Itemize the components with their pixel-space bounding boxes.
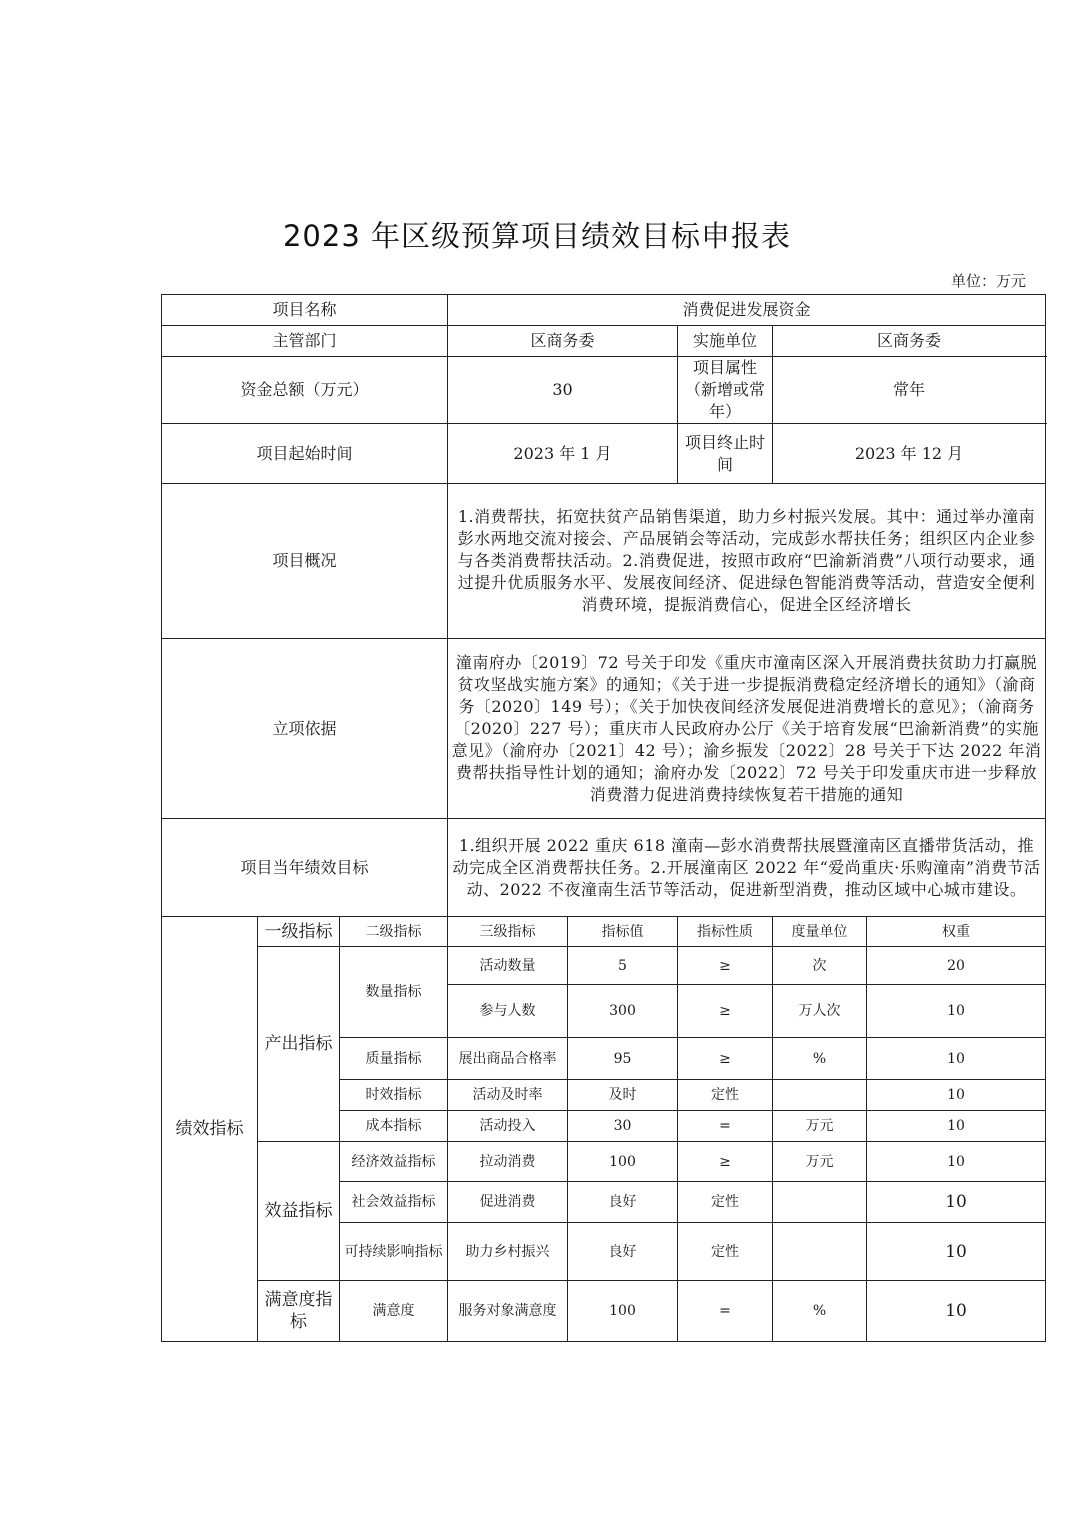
row-basis <box>162 639 1046 819</box>
nature-cell: 定性 <box>678 1223 773 1281</box>
nature-cell: = <box>678 1281 773 1342</box>
level3-cell: 活动数量 <box>448 947 568 985</box>
weight-cell: 10 <box>867 1142 1046 1182</box>
overview-text: 1.消费帮扶，拓宽扶贫产品销售渠道，助力乡村振兴发展。其中：通过举办潼南彭水两地交流对接会、产品展销会等活动，完成彭水帮扶任务；组织区内企业参与各类消费帮扶活动。2.消费促进，按照市政府“巴渝新消费”八项行动要求，通过提升优质服务水平、发展夜间经济、促进绿色智能消费等活动，营造安全便利消费环境，提振消费信心，促进全区经济增长 <box>448 484 1046 639</box>
unit-cell: 次 <box>773 947 867 985</box>
row-department <box>162 326 1046 357</box>
unit-label: 单位：万元 <box>950 272 1026 290</box>
weight-cell: 10 <box>867 1038 1046 1080</box>
project-name-value: 消费促进发展资金 <box>448 295 1046 326</box>
level3-cell: 助力乡村振兴 <box>448 1223 568 1281</box>
unit-cell: 万人次 <box>773 985 867 1038</box>
level2-quality: 质量指标 <box>340 1038 448 1080</box>
row-overview <box>162 484 1046 639</box>
row-project-name <box>162 295 1046 326</box>
value-cell: 95 <box>568 1038 678 1080</box>
value-cell: 100 <box>568 1142 678 1182</box>
table-row <box>162 947 1046 985</box>
project-name-label: 项目名称 <box>162 295 448 326</box>
impl-value: 区商务委 <box>773 326 1046 357</box>
header-value: 指标值 <box>568 917 678 947</box>
end-time-value: 2023 年 12 月 <box>773 424 1046 484</box>
value-cell: 5 <box>568 947 678 985</box>
nature-cell: ≥ <box>678 985 773 1038</box>
level3-cell: 活动投入 <box>448 1111 568 1142</box>
goal-text: 1.组织开展 2022 重庆 618 潼南—彭水消费帮扶展暨潼南区直播带货活动，推动完成全区消费帮扶任务。2.开展潼南区 2022 年“爱尚重庆·乐购潼南”消费节活动、2022 不夜潼南生活节等活动，促进新型消费，推动区域中心城市建设。 <box>448 819 1046 917</box>
header-level3: 三级指标 <box>448 917 568 947</box>
unit-cell <box>773 1080 867 1111</box>
level2-cost: 成本指标 <box>340 1111 448 1142</box>
header-unit: 度量单位 <box>773 917 867 947</box>
level2-quantity: 数量指标 <box>340 947 448 1038</box>
value-cell: 良好 <box>568 1223 678 1281</box>
nature-cell: ≥ <box>678 1142 773 1182</box>
start-time-value: 2023 年 1 月 <box>448 424 678 484</box>
weight-cell: 10 <box>867 1111 1046 1142</box>
dept-label: 主管部门 <box>162 326 448 357</box>
indicators-label: 绩效指标 <box>162 917 258 1342</box>
value-cell: 及时 <box>568 1080 678 1111</box>
nature-cell: 定性 <box>678 1080 773 1111</box>
end-time-label: 项目终止时间 <box>678 424 773 484</box>
level3-cell: 活动及时率 <box>448 1080 568 1111</box>
unit-cell: % <box>773 1281 867 1342</box>
level2-satisfaction: 满意度 <box>340 1281 448 1342</box>
level3-cell: 促进消费 <box>448 1182 568 1223</box>
level3-cell: 服务对象满意度 <box>448 1281 568 1342</box>
impl-label: 实施单位 <box>678 326 773 357</box>
level3-cell: 拉动消费 <box>448 1142 568 1182</box>
unit-cell: 万元 <box>773 1111 867 1142</box>
unit-cell <box>773 1223 867 1281</box>
header-weight: 权重 <box>867 917 1046 947</box>
indicator-header-row <box>162 917 1046 947</box>
header-level2: 二级指标 <box>340 917 448 947</box>
level3-cell: 展出商品合格率 <box>448 1038 568 1080</box>
weight-cell: 10 <box>867 1080 1046 1111</box>
level3-cell: 参与人数 <box>448 985 568 1038</box>
page-title: 2023 年区级预算项目绩效目标申报表 <box>282 219 792 253</box>
level1-satisfaction: 满意度指标 <box>258 1281 340 1342</box>
attr-value: 常年 <box>773 357 1046 424</box>
nature-cell: ≥ <box>678 1038 773 1080</box>
unit-cell: % <box>773 1038 867 1080</box>
level2-sustainable: 可持续影响指标 <box>340 1223 448 1281</box>
level2-timeliness: 时效指标 <box>340 1080 448 1111</box>
weight-cell: 10 <box>867 985 1046 1038</box>
performance-table <box>161 294 1046 1342</box>
value-cell: 30 <box>568 1111 678 1142</box>
dept-value: 区商务委 <box>448 326 678 357</box>
level2-social: 社会效益指标 <box>340 1182 448 1223</box>
row-time <box>162 424 1046 484</box>
nature-cell: = <box>678 1111 773 1142</box>
amount-label: 资金总额（万元） <box>162 357 448 424</box>
value-cell: 良好 <box>568 1182 678 1223</box>
table-row <box>162 1142 1046 1182</box>
overview-label: 项目概况 <box>162 484 448 639</box>
level2-economic: 经济效益指标 <box>340 1142 448 1182</box>
amount-value: 30 <box>448 357 678 424</box>
basis-label: 立项依据 <box>162 639 448 819</box>
header-level1: 一级指标 <box>258 917 340 947</box>
unit-cell: 万元 <box>773 1142 867 1182</box>
unit-cell <box>773 1182 867 1223</box>
level1-output: 产出指标 <box>258 947 340 1142</box>
header-nature: 指标性质 <box>678 917 773 947</box>
value-cell: 300 <box>568 985 678 1038</box>
row-amount <box>162 357 1046 424</box>
attr-label: 项目属性（新增或常年） <box>678 357 773 424</box>
nature-cell: ≥ <box>678 947 773 985</box>
level1-benefit: 效益指标 <box>258 1142 340 1281</box>
goal-label: 项目当年绩效目标 <box>162 819 448 917</box>
weight-cell: 10 <box>867 1281 1046 1342</box>
basis-text: 潼南府办〔2019〕72 号关于印发《重庆市潼南区深入开展消费扶贫助力打赢脱贫攻坚战实施方案》的通知；《关于进一步提振消费稳定经济增长的通知》（渝商务〔2020〕149 号）；《关于加快夜间经济发展促进消费增长的意见》；（渝商务〔2020〕227 号）；重庆市人民政府办公厅《关于培育发展“巴渝新消费”的实施意见》（渝府办〔2021〕42 号）；渝乡振发〔2022〕28 号关于下达 2022 年消费帮扶指导性计划的通知；渝府办发〔2022〕72 号关于印发重庆市进一步释放消费潜力促进消费持续恢复若干措施的通知 <box>448 639 1046 819</box>
weight-cell: 10 <box>867 1182 1046 1223</box>
value-cell: 100 <box>568 1281 678 1342</box>
nature-cell: 定性 <box>678 1182 773 1223</box>
weight-cell: 10 <box>867 1223 1046 1281</box>
start-time-label: 项目起始时间 <box>162 424 448 484</box>
row-goal <box>162 819 1046 917</box>
weight-cell: 20 <box>867 947 1046 985</box>
table-row <box>162 1281 1046 1342</box>
